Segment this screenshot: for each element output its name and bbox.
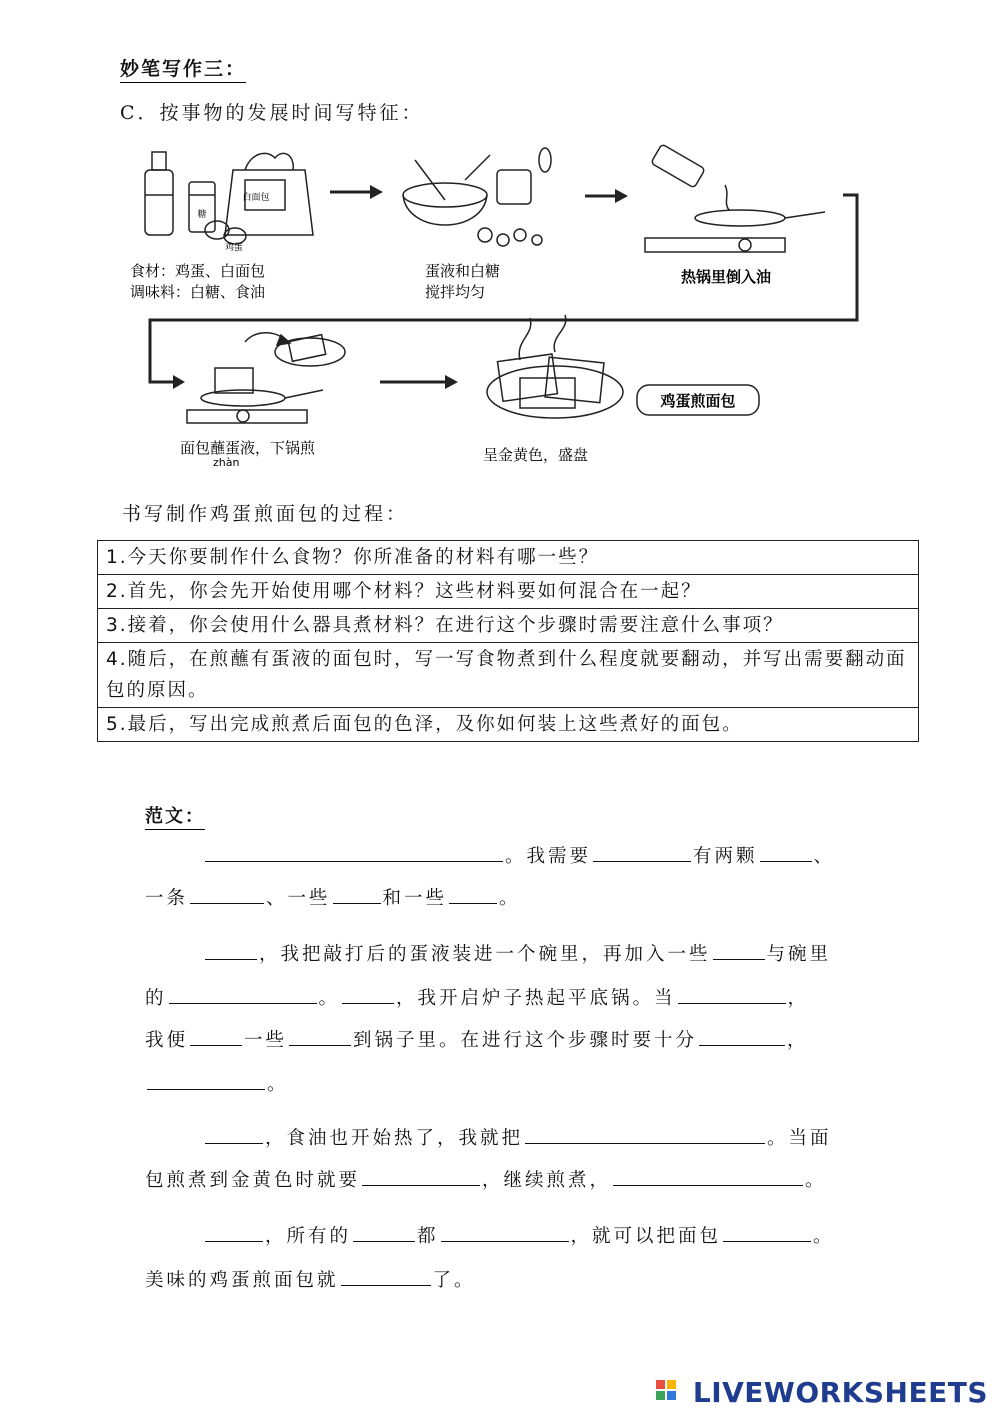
answer-blank[interactable]	[147, 1069, 265, 1090]
dish-name-label: 鸡蛋煎面包	[660, 392, 736, 410]
step1-line2: 调味料：白糖、食油	[130, 283, 266, 301]
step1-line1: 食材：鸡蛋、白面包	[130, 262, 266, 280]
essay-line: 的 。 ，我开启炉子热起平底锅。当 ，	[145, 983, 809, 1014]
answer-blank[interactable]	[713, 939, 765, 960]
answer-blank[interactable]	[289, 1025, 351, 1046]
answer-blank[interactable]	[723, 1221, 811, 1242]
liveworksheets-logo-icon	[655, 1378, 689, 1408]
step3-caption: 热锅里倒入油	[681, 268, 772, 286]
essay-line: ，所有的 都 ，就可以把面包 。	[203, 1221, 835, 1252]
answer-blank[interactable]	[169, 983, 317, 1004]
answer-blank[interactable]	[593, 841, 691, 862]
table-row	[98, 609, 919, 643]
mixing-bowl-illustration	[403, 148, 551, 246]
section-subheading: C．按事物的发展时间写特征：	[120, 102, 424, 124]
arrow-icon	[380, 375, 458, 389]
answer-blank[interactable]	[205, 939, 257, 960]
answer-blank[interactable]	[525, 1123, 765, 1144]
step5-caption: 呈金黄色，盛盘	[483, 446, 589, 464]
table-row	[98, 643, 919, 708]
essay-line: 美味的鸡蛋煎面包就 了。	[145, 1265, 476, 1296]
step2-line2: 搅拌均匀	[425, 283, 486, 301]
recipe-process-diagram	[125, 140, 870, 480]
answer-blank[interactable]	[341, 1265, 431, 1286]
arrow-icon	[330, 185, 383, 199]
egg-label: 鸡蛋	[225, 243, 244, 253]
essay-line: ，我把敲打后的蛋液装进一个碗里，再加入一些 与碗里	[203, 939, 831, 970]
essay-line: 一条 、一些 和一些 。	[145, 883, 521, 914]
answer-blank[interactable]	[449, 883, 497, 904]
answer-blank[interactable]	[205, 1221, 263, 1242]
question-cell: 2.首先，你会先开始使用哪个材料？这些材料要如何混合在一起？	[98, 575, 919, 609]
guiding-questions-table	[97, 540, 919, 742]
question-cell: 5.最后，写出完成煎煮后面包的色泽，及你如何装上这些煮好的面包。	[98, 708, 919, 742]
answer-blank[interactable]	[678, 983, 786, 1004]
answer-blank[interactable]	[613, 1165, 803, 1186]
arrow-icon	[585, 189, 628, 203]
writing-prompt: 书写制作鸡蛋煎面包的过程：	[122, 503, 409, 525]
worksheet-heading: 妙笔写作三：	[120, 54, 246, 83]
answer-blank[interactable]	[205, 841, 503, 862]
table-row	[98, 575, 919, 609]
answer-blank[interactable]	[190, 883, 264, 904]
brand-logo	[655, 1376, 988, 1409]
step4-pinyin: zhàn	[213, 456, 240, 469]
answer-blank[interactable]	[699, 1025, 785, 1046]
pan-oil-illustration	[645, 144, 825, 252]
answer-blank[interactable]	[190, 1025, 242, 1046]
answer-blank[interactable]	[441, 1221, 569, 1242]
table-row	[98, 708, 919, 742]
essay-line: 我便 一些 到锅子里。在进行这个步骤时要十分 ，	[145, 1025, 809, 1056]
sugar-jar-label: 糖	[197, 210, 207, 220]
answer-blank[interactable]	[353, 1221, 415, 1242]
ingredients-illustration	[145, 152, 313, 244]
answer-blank[interactable]	[205, 1123, 263, 1144]
essay-line: ，食油也开始热了，我就把 。当面	[203, 1123, 832, 1154]
answer-blank[interactable]	[760, 841, 812, 862]
step2-line1: 蛋液和白糖	[425, 262, 501, 280]
table-row	[98, 541, 919, 575]
answer-blank[interactable]	[342, 983, 394, 1004]
question-cell: 4.随后，在煎蘸有蛋液的面包时，写一写食物煮到什么程度就要翻动，并写出需要翻动面包的原因。	[98, 643, 919, 708]
essay-line: 。我需要 有两颗 、	[203, 841, 835, 872]
brand-name: LIVEWORKSHEETS	[692, 1376, 988, 1409]
answer-blank[interactable]	[362, 1165, 480, 1186]
frying-bread-illustration	[187, 333, 345, 423]
essay-line: 。	[145, 1069, 289, 1100]
bread-bag-label: 白面包	[242, 193, 270, 203]
question-cell: 3.接着，你会使用什么器具煮材料？在进行这个步骤时需要注意什么事项？	[98, 609, 919, 643]
question-cell: 1.今天你要制作什么食物？你所准备的材料有哪一些？	[98, 541, 919, 575]
answer-blank[interactable]	[333, 883, 381, 904]
essay-line: 包煎煮到金黄色时就要 ，继续煎煮， 。	[145, 1165, 827, 1196]
step4-caption: 面包蘸蛋液，下锅煎	[180, 439, 316, 457]
sample-essay-title: 范文：	[145, 802, 205, 830]
